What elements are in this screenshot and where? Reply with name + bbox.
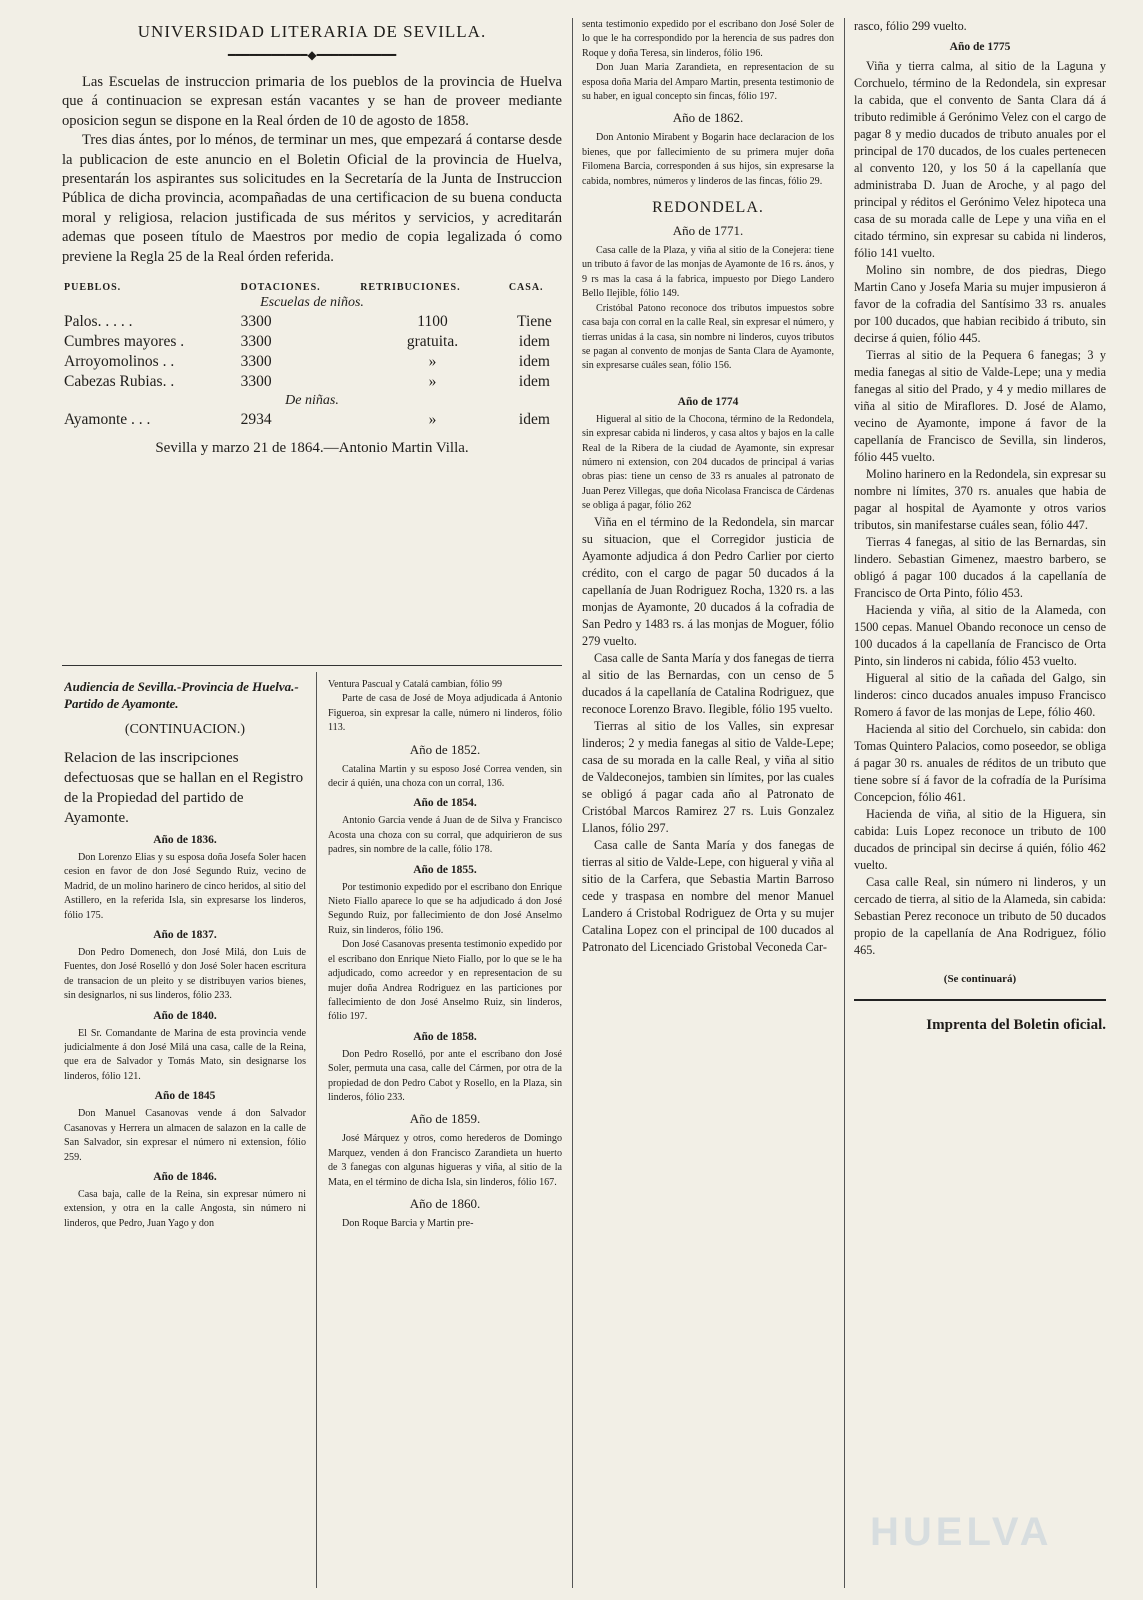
notice-paragraph: Las Escuelas de instruccion primaria de los pueblos de la provincia de Huelva que á continuacion se expresan están vacantes y se han de proveer mediante oposicion segun se dispone en la Real órden de 10 de agosto de 1858. (62, 74, 562, 129)
entry-text: Hacienda y viña, al sitio de la Alameda, con 1500 cepas. Manuel Obando reconoce un censo de 100 ducados á la capellanía de Francisco de Orta Pinto, sin linderos ni cabida, fólio 453 vuelto. (854, 603, 1106, 668)
column-rule (316, 672, 317, 1588)
entry-text: Antonio Garcia vende á Juan de de Silva y Francisco Acosta una choza con su corral, que adquirieron de sus padres, sin nombre de la calle, fólio 178. (328, 815, 562, 856)
printer-imprint: Imprenta del Boletin oficial. (926, 1017, 1106, 1033)
retribucion-cell: gratuita. (406, 333, 459, 351)
year-heading: Año de 1771. (672, 223, 744, 239)
notice-paragraph: Tres dias ántes, por lo ménos, de terminar un mes, que empezará á contarse desde la publicacion de este anuncio en el Boletin Oficial de la provincia de Huelva, presentarán los aspirantes sus solicitudes en la Secretaría de la Junta de Instruccion Pública de dicha provincia, acompañadas de una certificacion de su buena conducta moral y religiosa, relacion justificada de sus méritos y servicios, y acreditarán ademas que poseen título de Maestros por medio de copia legalizada ó como previene la Regla 25 de la Real órden referida. (62, 132, 562, 265)
entry-text: Por testimonio expedido por el escribano don Enrique Nieto Fiallo aparece lo que se ha adjudicado á don José Segundo Ruiz, por fallecimiento de don José Anselmo Ruiz, sin linderos, fólio 196. (328, 881, 562, 936)
header-retribuciones: RETRIBUCIONES. (360, 282, 461, 294)
entry-text: Molino harinero en la Redondela, sin expresar su nombre ni límites, 370 rs. anuales que habia de pagar al hospital de Ayamonte y otros varios tributos, sin manifestarse cuáles sean, fólio 447. (854, 467, 1106, 532)
subheading-ninas: De niñas. (285, 393, 339, 409)
entry-text: Tierras al sitio de los Valles, sin expresar linderos; 2 y media fanegas al sitio de Valde-Lepe; casa de su morada en la calle Real, y viña al sitio de Valdeconejos, tambien sin límites, por las cuales se obligó á pagar cada año al Patronato de Cristóbal Marcos Ramirez 27 rs. Luis Gonzalez Llanos, fólio 297. (582, 718, 834, 835)
entry-text: Don Roque Barcia y Martin pre- (342, 1217, 474, 1229)
year-heading: Año de 1845 (154, 1090, 216, 1103)
entry-text: Casa baja, calle de la Reina, sin expresar número ni extension, y otra en la calle Angosta, sin número ni linderos, que Pedro, Juan Yago y don (64, 1188, 306, 1229)
column-1 (64, 678, 306, 1588)
ornament-divider: ━━━━━━━━━━━◆━━━━━━━━━━━ (227, 48, 397, 62)
relacion-title: Relacion de las inscripciones defectuosas que se hallan en el Registro de la Propiedad del partido de Ayamonte. (64, 750, 304, 826)
year-heading: Año de 1837. (153, 929, 217, 942)
table-header-row (62, 281, 562, 294)
entry-text: senta testimonio expedido por el escribano don José Soler de lo que le ha correspondido por la herencia de sus padres don Roque y doña Teresa, sin linderos, fólio 196. (582, 19, 834, 59)
pueblo-cell: Ayamonte . . . (64, 411, 151, 429)
entry-text: José Márquez y otros, como herederos de Domingo Marquez, venden á don Francisco Zarandieta un huerto de 3 fanegas con algunas higueras y viña, al sitio de la Mata, en el término de dicha Isla, sin linderos, fólio 167. (328, 1133, 562, 1188)
continuation-note: (Se continuará) (943, 973, 1017, 985)
year-heading: Año de 1858. (413, 1030, 477, 1043)
entry-text: Viña y tierra calma, al sitio de la Laguna y Corchuelo, término de la Redondela, sin expresar la cabida, que el convento de Santa Clara dá á tributo redimible á Gerónimo Velez con el cargo de pagar 8 y medio ducados de tributo anuales por el principal de 170 ducados, de los cuales pertenecen al convento 120, y los 50 á la capellanía que administraba D. Juan de Aroche, y al pago del principal y réditos el Gerónimo Velez hipoteca una casa de su morada calle de Lepe y una viña en el citado término, sin expresar su cabida ni linderos, fólio 141 vuelto. (854, 59, 1106, 260)
entry-text: rasco, fólio 299 vuelto. (854, 19, 967, 33)
entry-text: Higueral al sitio de la cañada del Galgo, sin linderos: cinco ducados anuales impuso Francisco Romero á favor de las monjas de Lepe, fólio 460. (854, 671, 1106, 719)
column-4 (854, 18, 1106, 1588)
casa-cell: idem (518, 333, 550, 351)
entry-text: Don José Casanovas presenta testimonio expedido por el escribano don Enrique Nieto Fiallo, por lo que se le ha adjudicado, como acreedor y en representacion de su mujer doña Andrea Rodriguez en las particiones por fallecimiento de don José Anselmo Ruiz, sin linderos, fólio 197. (328, 939, 562, 1023)
column-rule (572, 18, 573, 1588)
dotacion-cell: 3300 (240, 353, 272, 371)
subheading-ninos: Escuelas de niños. (260, 295, 364, 311)
year-heading: Año de 1860. (409, 1195, 481, 1211)
table-row (62, 352, 562, 372)
pueblo-cell: Cabezas Rubias. . (64, 373, 175, 391)
year-heading: Año de 1840. (153, 1009, 217, 1022)
retribucion-cell: » (428, 353, 437, 371)
entry-text: Don Juan Maria Zarandieta, en representacion de su esposa doña Maria del Amparo Martin, presenta testimonio de su haber, en igual concepto sin fincas, fólio 197. (582, 62, 834, 103)
entry-text: El Sr. Comandante de Marina de esta provincia vende judicialmente á don José Milá una casa, calle de la Reina, que era de Salvador y Tomás Mato, sin designarse los linderos, fólio 121. (64, 1027, 306, 1082)
entry-text: Casa calle Real, sin número ni linderos, y un cercado de tierra, al sitio de la Alameda, sin cabida: Sebastian Perez reconoce un tributo de 50 ducados propio de la capellanía de Ana Rodriguez, fólio 465. (854, 875, 1106, 957)
entry-text: Casa calle de Santa María y dos fanegas de tierra al sitio de las Bernardas, con un censo de 5 ducados á la capellanía de Catalina Rodriguez, que reconoce Lorenzo Bravo. Ilegible, fólio 195 vuelto. (582, 650, 834, 716)
entry-text: Casa calle de Santa María y dos fanegas de tierras al sitio de Valde-Lepe, con higueral y viña al sitio de la Carfera, que Sebastia Martin Barroso cede y traspasa en nombre del menor Manuel Landero á Cristobal Rodriguez de Orta y su mujer Catalina Lopez con el principal de 100 ducados al Patronato del Licenciado Gristobal Veconeda Car- (582, 837, 834, 954)
watermark-stamp: HUELVA (870, 1510, 1053, 1554)
signature-line: Sevilla y marzo 21 de 1864.—Antonio Martin Villa. (155, 440, 469, 457)
year-heading: Año de 1836. (153, 834, 217, 846)
year-heading: Año de 1854. (413, 797, 477, 810)
entry-text: Hacienda al sitio del Corchuelo, sin cabida: don Tomas Quintero Palacios, como poseedor, se obliga á pagar 30 rs. anuales de réditos de un tributo que tiene sobre sí á favor de la cofradía de la Purísima Concepcion, fólio 461. (854, 722, 1106, 804)
dotacion-cell: 3300 (240, 373, 272, 391)
dotacion-cell: 3300 (240, 313, 272, 331)
year-heading: Año de 1855. (413, 863, 477, 876)
year-heading: Año de 1862. (672, 110, 744, 126)
table-row (62, 410, 562, 430)
entry-text: Tierras 4 fanegas, al sitio de las Bernardas, sin lindero. Sebastian Gimenez, maestro barbero, se obligó á pagar 100 ducados á la capellanía de Francisco de Orta Pinto, fólio 453. (854, 535, 1106, 600)
entry-text: Parte de casa de José de Moya adjudicada á Antonio Figueroa, sin expresar la calle, número ni linderos, fólio 113. (328, 693, 562, 734)
year-heading: Año de 1846. (153, 1170, 217, 1183)
continuation-label: (CONTINUACION.) (124, 722, 246, 737)
town-heading: REDONDELA. (652, 199, 764, 217)
entry-text: Viña en el término de la Redondela, sin marcar su situacion, que el Corregidor justicia de Ayamonte adjudica á don Pedro Carlier por cierto crédito, con el cargo de pagar 50 ducados á la capellanía de Juan Rodriguez Rocha, 1320 rs. a las monjas de Ayamonte, 20 ducados á la cofradia de San Pedro y 1483 rs. á las monjas de Moguer, fólio 279 vuelto. (582, 514, 834, 648)
column-2 (328, 678, 562, 1588)
retribucion-cell: 1100 (417, 313, 448, 331)
entry-text: Don Lorenzo Elias y su esposa doña Josefa Soler hacen cesion en favor de don José Segundo Ruiz, vecino de Madrid, de un molino harinero de cinco heridos, al sitio del Astillero, en la referida Isla, sin expresarse los linderos, fólio 175. (64, 852, 306, 921)
entry-text: Don Pedro Domenech, don José Milá, don Luis de Fuentes, don José Roselló y don José Soler hacen escritura de transacion de un pleito y se distribuyen varios bienes, sin designarlos, ni sus linderos, fólio 233. (64, 947, 306, 1002)
header-dotaciones: DOTACIONES. (240, 282, 321, 294)
table-row (62, 372, 562, 392)
casa-cell: idem (518, 353, 550, 371)
year-heading: Año de 1852. (409, 741, 481, 757)
entry-text: Cristóbal Patono reconoce dos tributos impuestos sobre casa baja con corral en la calle Real, sin expresar el número, y tierras unidas á la casa, sin nombre ni linderos, cuyos tributos se pagan al convento de monjas de Santa Clara de Ayamonte, sin expresarse cuáles sean, fólio 156. (582, 302, 834, 372)
table-row (62, 312, 562, 332)
entry-text: Catalina Martin y su esposo José Correa venden, sin decir á quién, una choza con un corral, 136. (328, 763, 562, 790)
entry-text: Don Antonio Mirabent y Bogarin hace declaracion de los bienes, que por fallecimiento de su primera mujer doña Filomena Barcia, corresponden á sus hijos, sin expresarse la cabida, nombres, números y linderos de las fincas, fólio 29. (582, 132, 834, 187)
dotacion-cell: 3300 (240, 333, 272, 351)
notice-section (62, 14, 562, 659)
pueblo-cell: Palos. . . . . (64, 313, 133, 331)
entry-text: Casa calle de la Plaza, y viña al sitio de la Conejera: tiene un tributo á favor de las monjas de Ayamonte de 16 rs. ános, y 9 rs mas la casa á la fabrica, impuesto por Diego Landero Bello Ilejible, fólio 149. (582, 245, 834, 300)
casa-cell: idem (518, 373, 550, 391)
header-casa: CASA. (508, 282, 544, 294)
header-pueblos: PUEBLOS. (64, 282, 122, 294)
column-3 (582, 18, 834, 1588)
retribucion-cell: » (428, 411, 437, 429)
entry-text: Don Pedro Roselló, por ante el escribano don José Soler, permuta una casa, calle del Cármen, por otra de la propiedad de don Pedro Cabot y Rosello, en la Plaza, sin linderos, fólio 233. (328, 1048, 562, 1103)
dotacion-cell: 2934 (240, 411, 272, 429)
footer-rule (854, 999, 1106, 1001)
year-heading: Año de 1775 (949, 41, 1011, 53)
year-heading: Año de 1859. (409, 1111, 481, 1127)
section-heading: Audiencia de Sevilla.-Provincia de Huelva.-Partido de Ayamonte. (64, 679, 299, 711)
casa-cell: Tiene (517, 313, 552, 331)
masthead: UNIVERSIDAD LITERARIA DE SEVILLA. (137, 22, 487, 41)
pueblo-cell: Cumbres mayores . (64, 333, 185, 351)
retribucion-cell: » (428, 373, 437, 391)
entry-text: Tierras al sitio de la Pequera 6 fanegas; 3 y media fanegas al sitio de Valde-Lepe; una y media fanegas al sitio del Prado, y 4 y medio millares de viña al sitio de Miraflores. D. José de Alamo, vecino de Ayamonte, impone á favor de la capellanía de Francisco de Sevilla, sin linderos, fólio 445 vuelto. (854, 348, 1106, 464)
entry-text: Hacienda de viña, al sitio de la Higuera, sin cabida: Luis Lopez reconoce un tributo de 100 ducados de principal sin decirse á quién, fólio 462 vuelto. (854, 807, 1106, 872)
entry-text: Ventura Pascual y Catalá cambian, fólio 99 (328, 679, 503, 690)
entry-text: Molino sin nombre, de dos piedras, Diego Martin Cano y Josefa Maria su mujer impusieron á favor de la cofradia del Santísimo 33 rs. anuales por 100 ducados, que habian recibido á tributo, sin decirse á quien, fólio 445. (854, 263, 1106, 345)
casa-cell: idem (518, 411, 550, 429)
year-heading: Año de 1774 (677, 395, 739, 408)
entry-text: Higueral al sitio de la Chocona, término de la Redondela, sin expresar cabida ni linderos, y casa altos y bajos en la calle Real de la Ribera de la ciudad de Ayamonte, sin expresar número ni extension, con 204 ducados de principal á varias obras pias: tiene un censo de 33 rs anuales al patronato de Juan Perez Villegas, que doña Nicolasa Francisca de Cárdenas se obliga á pagar, fólio 262 (582, 413, 834, 512)
pueblo-cell: Arroyomolinos . . (64, 353, 175, 371)
column-rule (844, 18, 845, 1588)
schools-table (62, 281, 562, 430)
entry-text: Don Manuel Casanovas vende á don Salvador Casanovas y Herrera un almacen de salazon en la calle de San Salvador, sin expresar el número ni extension, fólio 259. (64, 1108, 306, 1163)
section-rule (62, 665, 562, 666)
table-row (62, 332, 562, 352)
